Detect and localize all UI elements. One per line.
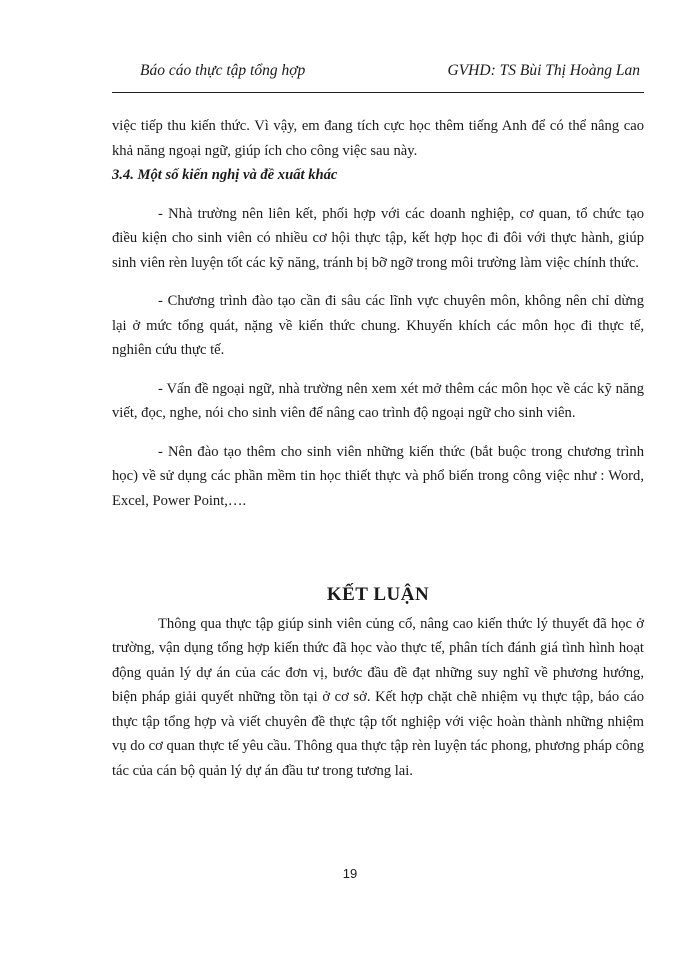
recommendation-item: - Chương trình đào tạo cần đi sâu các lĩnh vực chuyên môn, không nên chỉ dừng lại ở mức tổng quát, nặng về kiến thức chung. Khuyến khích các môn học đi thực tế, nghiên cứu thực tế.	[112, 293, 644, 358]
header-supervisor: GVHD: TS Bùi Thị Hoàng Lan	[447, 62, 640, 79]
page-header	[140, 62, 640, 88]
recommendation-item: - Vấn đề ngoại ngữ, nhà trường nên xem xét mở thêm các môn học về các kỹ năng viết, đọc, nghe, nói cho sinh viên để nâng cao trình độ ngoại ngữ cho sinh viên.	[112, 380, 644, 421]
continuation-paragraph: việc tiếp thu kiến thức. Vì vậy, em đang tích cực học thêm tiếng Anh để có thể nâng cao khả năng ngoại ngữ, giúp ích cho công việc sau này.	[112, 118, 644, 159]
page-number: 19	[342, 866, 358, 881]
recommendation-item: - Nên đào tạo thêm cho sinh viên những kiến thức (bắt buộc trong chương trình học) về sử dụng các phần mềm tin học thiết thực và phổ biến trong công việc như : Word, Excel, Power Point,….	[112, 443, 644, 509]
conclusion-heading: KẾT LUẬN	[326, 584, 430, 605]
section-title: 3.4. Một số kiến nghị và đề xuất khác	[112, 167, 338, 183]
header-report-title: Báo cáo thực tập tổng hợp	[140, 62, 306, 79]
header-divider	[112, 92, 644, 93]
recommendation-item: - Nhà trường nên liên kết, phối hợp với các doanh nghiệp, cơ quan, tổ chức tạo điều kiện cho sinh viên có nhiều cơ hội thực tập, kết hợp học đi đôi với thực hành, giúp sinh viên rèn luyện tốt các kỹ năng, tránh bị bỡ ngỡ trong môi trường làm việc chính thức.	[112, 205, 644, 271]
page-content	[112, 114, 644, 783]
conclusion-paragraph: Thông qua thực tập giúp sinh viên củng cố, nâng cao kiến thức lý thuyết đã học ở trường, vận dụng tổng hợp kiến thức đã học vào thực tế, phân tích đánh giá tình hình hoạt động quản lý dự án của các đơn vị, bước đầu đề đạt những suy nghĩ về phương hướng, biện pháp giải quyết những tồn tại ở cơ sở. Kết hợp chặt chẽ nhiệm vụ thực tập, báo cáo thực tập tổng hợp và viết chuyên đề thực tập tốt nghiệp với việc hoàn thành những nhiệm vụ do cơ quan thực tế yêu cầu. Thông qua thực tập rèn luyện tác phong, phương pháp công tác của cán bộ quản lý dự án đầu tư trong tương lai.	[112, 615, 644, 779]
